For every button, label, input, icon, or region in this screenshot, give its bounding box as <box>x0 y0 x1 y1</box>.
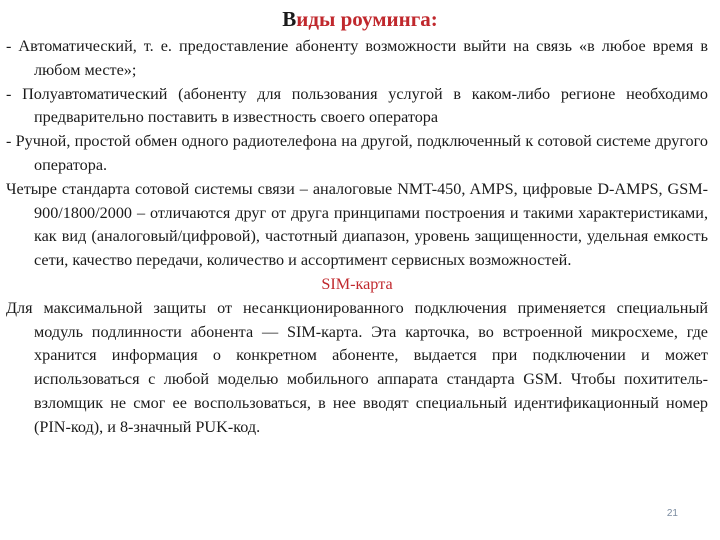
standards-paragraph: Четыре стандарта сотовой системы связи – аналоговые NMT-450, AMPS, цифровые D-AMPS, GSM-900/1800/2000 – отличаются друг от друга принципами построения и такими характеристиками, как вид (аналоговый/цифровой), частотный диапазон, уровень защищенности, удельная емкость сети, качество передачи, количество и ассортимент сервисных возможностей. <box>6 179 708 270</box>
slide-title-rest: иды роуминга: <box>296 7 438 31</box>
page-number: 21 <box>666 508 678 519</box>
slide-title <box>0 6 720 32</box>
roaming-type-automatic: - Автоматический, т. е. предоставление абоненту возможности выйти на связь «в любое время в любом месте»; <box>6 37 708 79</box>
slide-body <box>6 35 708 440</box>
roaming-type-semiautomatic: - Полуавтоматический (абоненту для пользования услугой в каком-либо регионе необходимо предварительно поставить в известность своего оператора <box>6 84 708 127</box>
slide-title-first-letter: В <box>282 7 297 31</box>
roaming-type-manual: - Ручной, простой обмен одного радиотелефона на другой, подключенный к сотовой системе другого оператора. <box>6 132 708 174</box>
sim-card-heading: SIM-карта <box>321 274 393 293</box>
sim-card-paragraph: Для максимальной защиты от несанкционированного подключения применяется специальный модуль подлинности абонента — SIM-карта. Эта карточка, во встроенной микросхеме, где хранится информация о конкретном абоненте, выдается при подключении и может использоваться с любой моделью мобильного аппарата стандарта GSM. Чтобы похититель-взломщик не смог ее воспользоваться, в нее вводят специальный идентификационный номер (PIN-код), и 8-значный PUK-код. <box>6 298 708 436</box>
